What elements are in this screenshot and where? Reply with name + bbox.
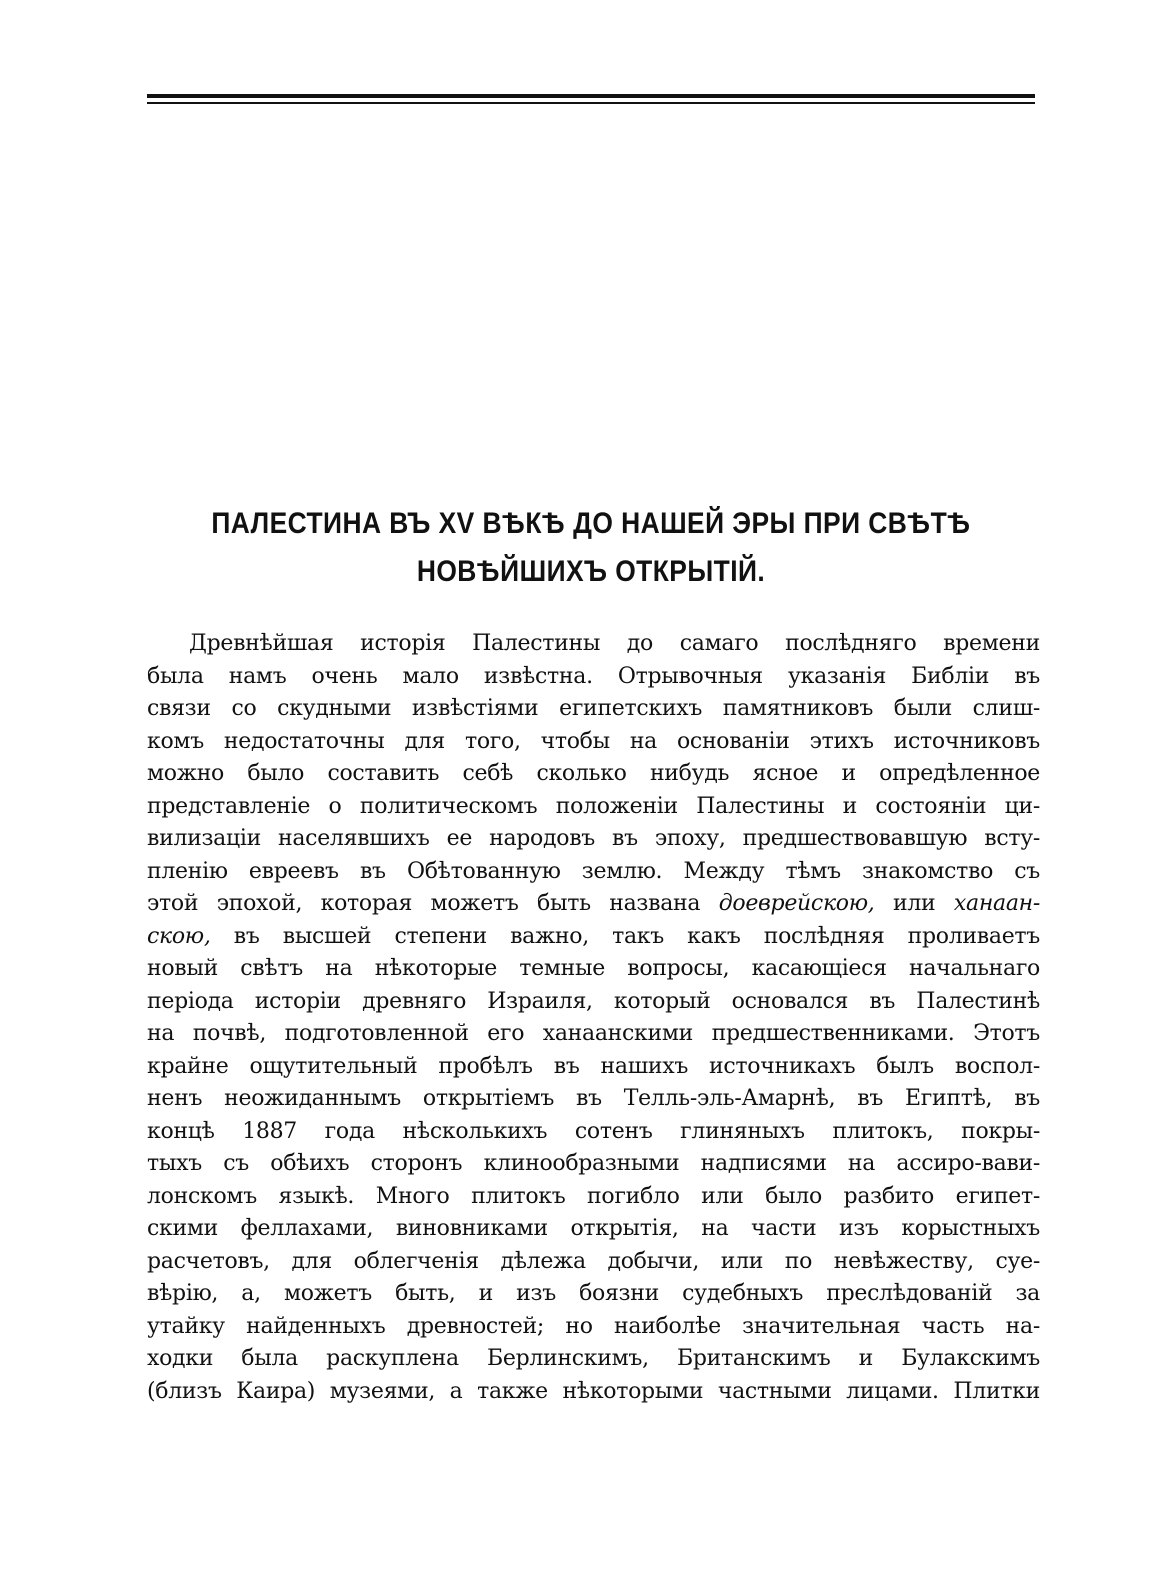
text-line: періода исторіи древняго Израиля, который основался въ Палестинѣ xyxy=(147,988,1040,1014)
text-line: вѣрію, а, можетъ быть, и изъ боязни судебныхъ преслѣдованій за xyxy=(147,1281,1040,1306)
text-line: тыхъ съ обѣихъ сторонъ клинообразными надписями на ассиро-вави- xyxy=(147,1151,1040,1176)
text-line: на почвѣ, подготовленной его ханаанскими предшественниками. Этотъ xyxy=(147,1021,1040,1046)
text-line xyxy=(147,921,1040,954)
text-line: Древнѣйшая исторія Палестины до самаго послѣдняго времени xyxy=(189,631,1040,656)
text-line: вилизаціи населявшихъ ее народовъ въ эпоху, предшествовавшую всту- xyxy=(147,826,1040,851)
text-segment: въ высшей степени важно, такъ какъ послѣдняя проливаетъ xyxy=(233,923,1040,949)
text-line xyxy=(147,888,1040,921)
chapter-title-line-1: ПАЛЕСТИНА ВЪ XV ВѢКѢ ДО НАШЕЙ ЭРЫ ПРИ СВѢТѢ xyxy=(211,507,971,540)
italic-term: доеврейскою, xyxy=(718,891,875,916)
chapter-title xyxy=(200,500,981,596)
text-line: (близъ Каира) музеями, а также нѣкоторыми частными лицами. Плитки xyxy=(147,1378,1040,1404)
text-line: ненъ неожиданнымъ открытіемъ въ Телль-эль-Амарнѣ, въ Египтѣ, въ xyxy=(147,1086,1040,1111)
text-line: концѣ 1887 года нѣсколькихъ сотенъ глиняныхъ плитокъ, покры- xyxy=(147,1118,1040,1144)
text-segment: или xyxy=(893,891,936,916)
header-rule-thin xyxy=(147,102,1035,104)
text-line: расчетовъ, для облегченія дѣлежа добычи, или по невѣжеству, суе- xyxy=(147,1248,1040,1274)
text-line: ходки была раскуплена Берлинскимъ, Британскимъ и Булакскимъ xyxy=(147,1346,1040,1371)
italic-term: скою, xyxy=(147,923,211,949)
text-line: была намъ очень мало извѣстна. Отрывочныя указанія Библіи въ xyxy=(147,663,1040,689)
text-line: крайне ощутительный пробѣлъ въ нашихъ источникахъ былъ воспол- xyxy=(147,1053,1040,1079)
text-line: скими феллахами, виновниками открытія, на части изъ корыстныхъ xyxy=(147,1216,1040,1241)
body-paragraph xyxy=(147,628,1040,1408)
italic-term: ханаан- xyxy=(953,891,1040,916)
header-double-rule xyxy=(147,94,1035,105)
text-line: связи со скудными извѣстіями египетскихъ памятниковъ были слиш- xyxy=(147,696,1040,721)
text-line: можно было составить себѣ сколько нибудь ясное и опредѣленное xyxy=(147,761,1040,786)
chapter-title-line-2: НОВѢЙШИХЪ ОТКРЫТІЙ. xyxy=(416,555,766,588)
text-line: утайку найденныхъ древностей; но наиболѣе значительная часть на- xyxy=(147,1313,1040,1339)
text-line: новый свѣтъ на нѣкоторые темные вопросы, касающіеся начальнаго xyxy=(147,956,1040,981)
text-line: комъ недостаточны для того, чтобы на основаніи этихъ источниковъ xyxy=(147,728,1040,754)
header-rule-thick xyxy=(147,94,1035,98)
text-segment: этой эпохой, которая можетъ быть названа xyxy=(147,891,701,916)
text-line: представленіе о политическомъ положеніи Палестины и состояніи ци- xyxy=(147,793,1040,819)
text-line: лонскомъ языкѣ. Много плитокъ погибло или было разбито египет- xyxy=(147,1183,1040,1209)
text-line: пленію евреевъ въ Обѣтованную землю. Между тѣмъ знакомство съ xyxy=(147,858,1040,884)
